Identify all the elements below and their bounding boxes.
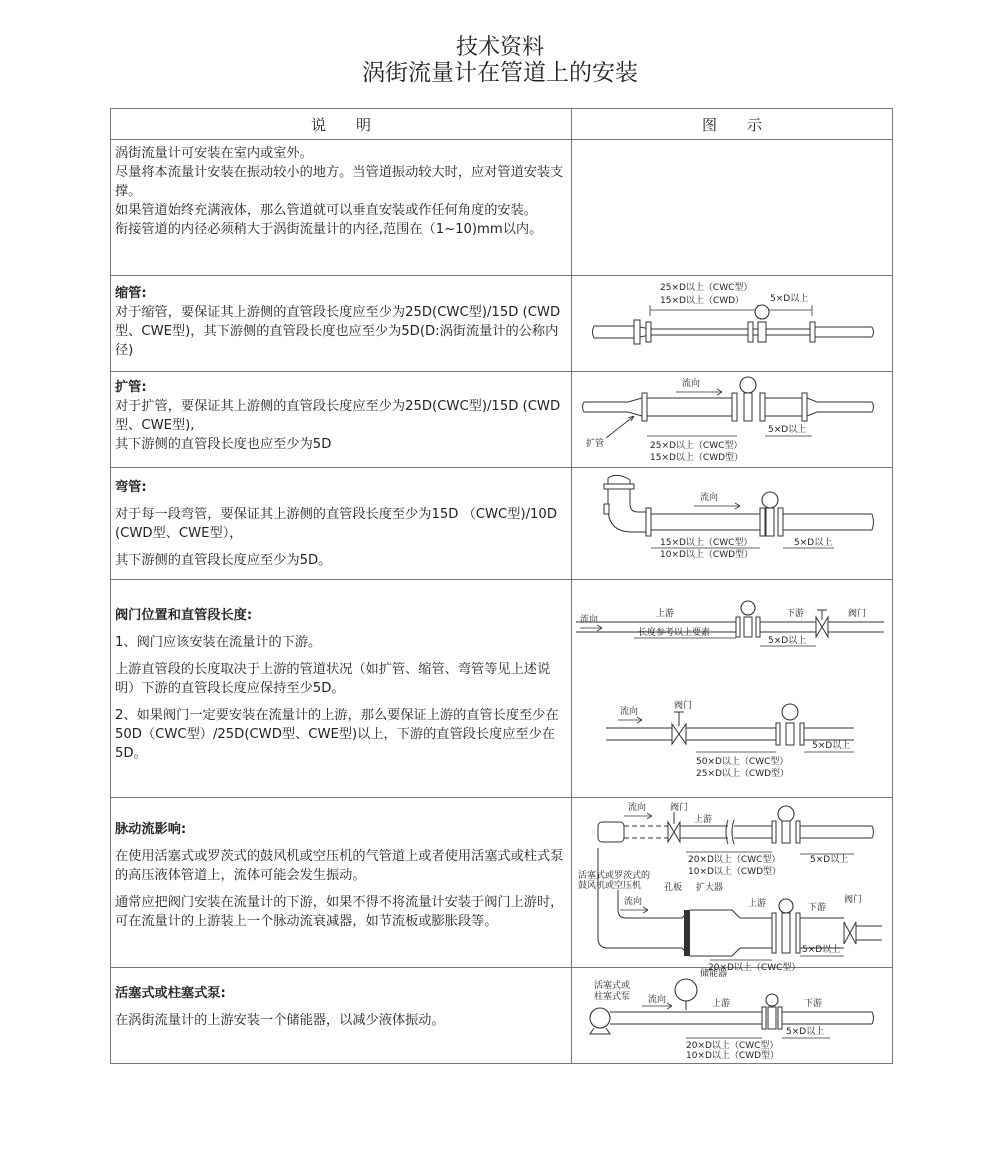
expander-up-label-2: 15×D以上（CWD型） <box>650 453 744 463</box>
pulsation-heading: 脉动流影响: <box>115 822 187 837</box>
valve2-d-label: 5×D以上 <box>812 741 851 751</box>
elbow-flow-label: 流向 <box>700 493 719 503</box>
elbow-up-label-1: 15×D以上（CWC型） <box>660 538 753 548</box>
flowmeter-icon <box>762 492 778 508</box>
flowmeter-icon <box>782 704 798 720</box>
piston-heading: 活塞式或柱塞式泵: <box>115 986 226 1001</box>
reducer-diagram <box>572 276 892 370</box>
flowmeter-icon <box>740 377 756 393</box>
header-illustration: 图 示 <box>572 109 893 140</box>
valve1-flow-label: 流向 <box>580 615 599 625</box>
valve1-valve-label: 阀门 <box>848 609 867 619</box>
general-line-1: 涡街流量计可安装在室内或室外。 <box>115 146 313 161</box>
valve1-up-label: 上游 <box>656 609 675 619</box>
elbow-body-2: 其下游侧的直管段长度应至少为5D。 <box>115 553 332 568</box>
elbow-down-label: 5×D以上 <box>794 538 833 548</box>
expander-body-1: 对于扩管，要保证其上游侧的直管段长度应至少为25D(CWC型)/15D (CWD型、CWE型), <box>115 399 561 433</box>
valve-diagram <box>572 580 892 796</box>
pulsation-diagram <box>572 798 892 973</box>
valve2-flow-label: 流向 <box>620 707 639 717</box>
puls-src-label-1: 活塞式或罗茨式的 <box>578 871 651 881</box>
valve2-up-label-2: 25×D以上（CWD型） <box>696 769 790 779</box>
piston-pump-label-2: 柱塞式泵 <box>594 992 631 1002</box>
valve-heading: 阀门位置和直管段长度: <box>115 608 253 623</box>
page-title: 技术资料 <box>455 35 544 60</box>
general-text <box>111 140 571 243</box>
reducer-up-label-1: 25×D以上（CWC型） <box>660 283 753 293</box>
puls-flow2-label: 流向 <box>624 897 643 907</box>
expander-diagram <box>572 372 892 466</box>
valve1-d-label: 5×D以上 <box>768 636 807 646</box>
piston-flow-label: 流向 <box>648 995 667 1005</box>
general-line-4: 衔接管道的内径必须稍大于涡街流量计的内径,范围在（1~10)mm以内。 <box>115 222 543 237</box>
pump-icon <box>590 1008 610 1028</box>
valve-p2: 上游直管段的长度取决于上游的管道状况（如扩管、缩管、弯管等见上述说明）下游的直管段长度应保持至少5D。 <box>115 662 551 696</box>
piston-u1-label: 20×D以上（CWC型） <box>686 1041 779 1051</box>
expander-up-label-1: 25×D以上（CWC型） <box>650 441 743 451</box>
valve-p1: 1、阀门应该安装在流量计的下游。 <box>115 635 322 650</box>
puls-d2-label: 5×D以上 <box>802 945 841 955</box>
elbow-heading: 弯管: <box>115 480 147 495</box>
row-pulsation <box>111 798 893 968</box>
elbow-diagram <box>572 468 892 578</box>
puls-src-label-2: 鼓风机或空压机 <box>578 881 642 891</box>
puls-flow-label: 流向 <box>628 803 647 813</box>
flowmeter-icon <box>778 806 794 822</box>
elbow-up-label-2: 10×D以上（CWD型） <box>660 550 754 560</box>
valve2-up-label-1: 50×D以上（CWC型） <box>696 757 789 767</box>
row-piston <box>111 968 893 1064</box>
row-elbow <box>111 468 893 580</box>
installation-table <box>110 108 893 1064</box>
puls-expander-label: 扩大器 <box>696 883 724 893</box>
row-expander <box>111 372 893 468</box>
flowmeter-icon <box>755 305 769 319</box>
valve2-valve-label: 阀门 <box>674 701 693 711</box>
piston-acc-label: 储能器 <box>700 969 728 979</box>
puls-valve-label: 阀门 <box>670 803 689 813</box>
reducer-down-label: 5×D以上 <box>770 294 809 304</box>
expander-body-2: 其下游侧的直管段长度也应至少为5D <box>115 437 332 452</box>
orifice-plate <box>684 910 690 956</box>
puls-u3-label: 20×D以上（CWC型） <box>708 963 801 973</box>
valve-p3: 2、如果阀门一定要安装在流量计的上游，那么要保证上游的直管长度至少在50D（CWC型）/25D(CWD型、CWE型)以上，下游的直管段长度应至少在5D。 <box>115 708 559 761</box>
puls-up-label: 上游 <box>694 815 713 825</box>
puls-orifice-label: 孔板 <box>664 883 683 893</box>
flowmeter-icon <box>779 899 793 913</box>
general-line-2: 尽量将本流量计安装在振动较小的地方。当管道振动较大时，应对管道安装支撑。 <box>115 165 564 199</box>
expander-heading: 扩管: <box>115 380 147 395</box>
pulsation-p1: 在使用活塞式或罗茨式的鼓风机或空压机的气管道上或者使用活塞式或柱式泵的高压液体管道上，流体可能会发生振动。 <box>115 849 564 883</box>
row-valve <box>111 580 893 798</box>
pulsation-p2: 通常应把阀门安装在流量计的下游，如果不得不将流量计安装于阀门上游时，可在流量计的上游装上一个脉动流衰减器，如节流板或膨胀段等。 <box>115 895 564 929</box>
valve-icon <box>844 922 856 944</box>
expander-label: 扩管 <box>586 439 605 449</box>
piston-diagram <box>572 968 892 1062</box>
puls-down2-label: 下游 <box>808 903 827 913</box>
valve1-down-label: 下游 <box>786 609 805 619</box>
piston-body: 在涡街流量计的上游安装一个储能器，以减少液体振动。 <box>115 1013 445 1028</box>
flowmeter-icon <box>766 994 778 1006</box>
valve1-len-label: 长度参考以上要素 <box>638 628 711 638</box>
reducer-heading: 缩管: <box>115 286 147 301</box>
reducer-up-label-2: 15×D以上（CWD） <box>660 296 745 306</box>
piston-pump-label-1: 活塞式或 <box>594 981 631 991</box>
puls-u2-label: 10×D以上（CWD型） <box>688 867 782 877</box>
valve-icon <box>668 822 680 842</box>
puls-u1-label: 20×D以上（CWC型） <box>688 855 781 865</box>
row-general <box>111 140 893 276</box>
flange <box>634 320 640 344</box>
flowmeter-icon <box>741 601 755 615</box>
piston-d-label: 5×D以上 <box>786 1027 825 1037</box>
piston-up-label: 上游 <box>712 999 731 1009</box>
page-subtitle: 涡街流量计在管道上的安装 <box>362 60 638 86</box>
valve-icon <box>672 724 686 744</box>
row-reducer <box>111 276 893 372</box>
reducer-body: 对于缩管，要保证其上游侧的直管段长度应至少为25D(CWC型)/15D (CWD型、CWE型)，其下游侧的直管段长度也应至少为5D(D:涡街流量计的公称内径) <box>115 305 561 358</box>
general-figure-empty <box>572 140 893 276</box>
general-line-3: 如果管道始终充满液体，那么管道就可以垂直安装或作任何角度的安装。 <box>115 203 537 218</box>
expander-flow-label: 流向 <box>682 379 701 389</box>
header-description: 说 明 <box>111 109 572 140</box>
elbow-body-1: 对于每一段弯管，要保证其上游侧的直管段长度至少为15D （CWC型)/10D (CWD型、CWE型）， <box>115 507 557 541</box>
expander-down-label: 5×D以上 <box>768 425 807 435</box>
puls-d-label: 5×D以上 <box>810 855 849 865</box>
accumulator-icon <box>675 979 697 1001</box>
piston-down-label: 下游 <box>804 999 823 1009</box>
puls-up2-label: 上游 <box>748 899 767 909</box>
piston-u2-label: 10×D以上（CWD型） <box>686 1051 780 1061</box>
puls-valve2-label: 阀门 <box>844 895 863 905</box>
